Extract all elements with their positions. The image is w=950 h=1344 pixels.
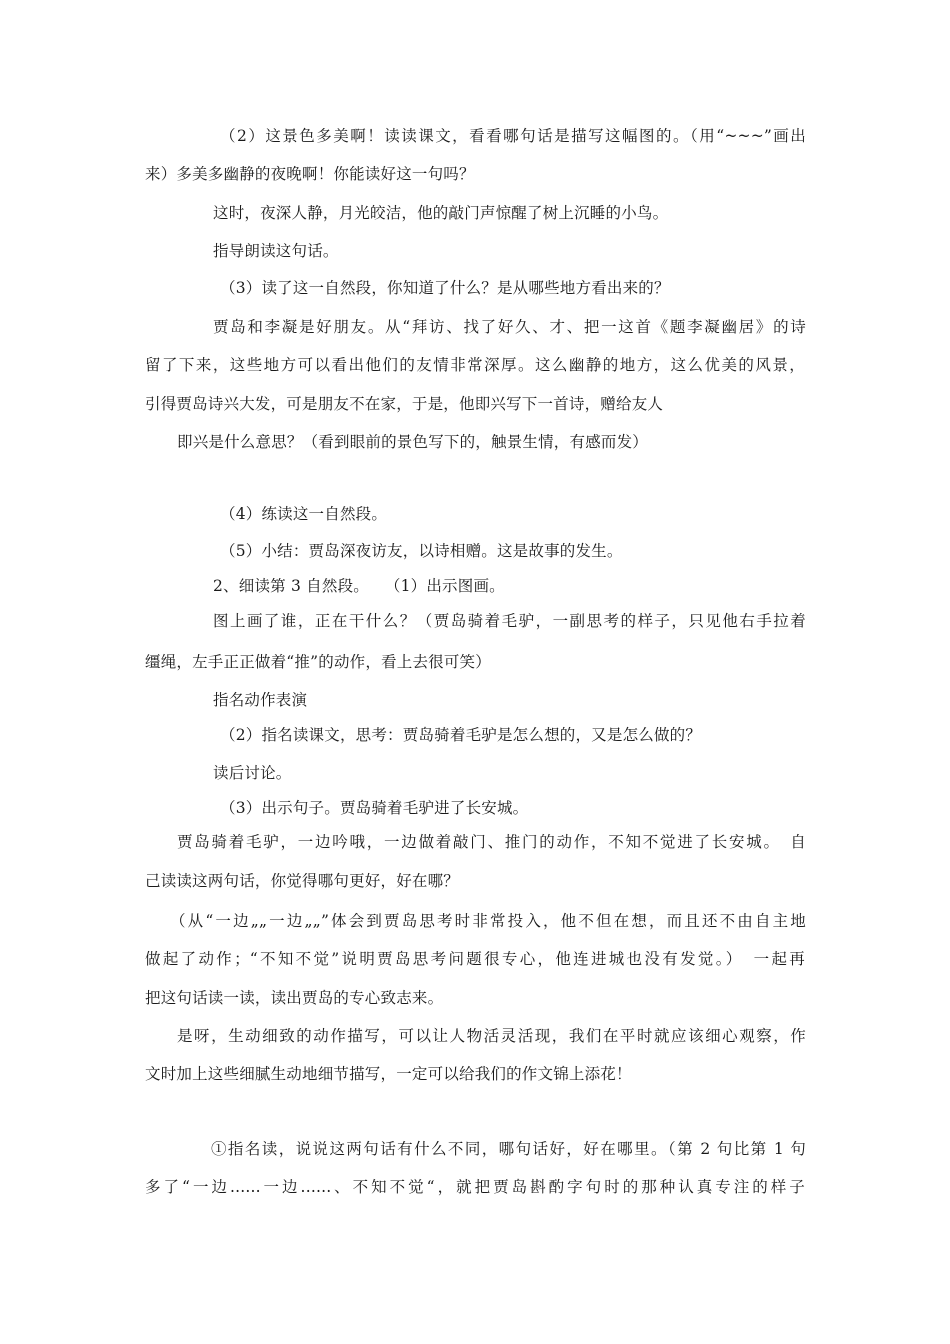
paragraph-line: （2）这景色多美啊！读读课文，看看哪句话是描写这幅图的。（用“~~~”画出 (220, 127, 806, 145)
paragraph-line: （3）读了这一自然段，你知道了什么？是从哪些地方看出来的？ (220, 279, 670, 297)
paragraph-line: 图上画了谁，正在干什么？（贾岛骑着毛驴，一副思考的样子，只见他右手拉着 (213, 612, 806, 630)
paragraph-line: 己读读这两句话，你觉得哪句更好，好在哪？ (145, 872, 460, 890)
paragraph-line: 贾岛和李凝是好朋友。从“拜访、找了好久、才、把一这首《题李凝幽居》的诗 (213, 318, 806, 336)
paragraph-line: （5）小结：贾岛深夜访友，以诗相赠。这是故事的发生。 (220, 542, 623, 560)
paragraph-line: 这时，夜深人静，月光皎洁，他的敲门声惊醒了树上沉睡的小鸟。 (213, 204, 669, 222)
paragraph-line: 贾岛骑着毛驴，一边吟哦，一边做着敲门、推门的动作，不知不觉进了长安城。 自 (177, 833, 806, 851)
paragraph-line: 做起了动作；“不知不觉”说明贾岛思考问题很专心，他连进城也没有发觉。） 一起再 (145, 950, 805, 968)
paragraph-line: 文时加上这些细腻生动地细节描写，一定可以给我们的作文锦上添花！ (145, 1065, 632, 1083)
paragraph-line: 多了“一边......一边......、不知不觉“，就把贾岛斟酌字句时的那种认真专注的样子 (145, 1178, 805, 1196)
paragraph-line: （4）练读这一自然段。 (220, 505, 388, 523)
paragraph-line: 是呀，生动细致的动作描写，可以让人物活灵活现，我们在平时就应该细心观察，作 (177, 1027, 806, 1045)
paragraph-line: 读后讨论。 (213, 764, 292, 782)
paragraph-line: 留了下来，这些地方可以看出他们的友情非常深厚。这么幽静的地方，这么优美的风景， (145, 356, 805, 374)
paragraph-line: 引得贾岛诗兴大发，可是朋友不在家，于是，他即兴写下一首诗，赠给友人 (145, 395, 664, 413)
paragraph-line: （从“一边„„一边„„”体会到贾岛思考时非常投入，他不但在想，而且还不由自主地 (170, 912, 806, 930)
paragraph-line: （2）指名读课文，思考：贾岛骑着毛驴是怎么想的，又是怎么做的？ (220, 726, 702, 744)
paragraph-line: ①指名读，说说这两句话有什么不同，哪句话好，好在哪里。（第 2 句比第 1 句 (211, 1140, 806, 1158)
paragraph-line: 指名动作表演 (213, 691, 308, 709)
paragraph-line: （3）出示句子。贾岛骑着毛驴进了长安城。 (220, 799, 529, 817)
paragraph-line: 即兴是什么意思？（看到眼前的景色写下的，触景生情，有感而发） (177, 433, 649, 451)
paragraph-line: 缰绳，左手正正做着“推”的动作，看上去很可笑） (145, 653, 491, 671)
paragraph-line: 来）多美多幽静的夜晚啊！你能读好这一句吗？ (145, 165, 475, 183)
paragraph-line: 把这句话读一读，读出贾岛的专心致志来。 (145, 989, 444, 1007)
paragraph-line: 指导朗读这句话。 (213, 242, 339, 260)
paragraph-line: 2、细读第 3 自然段。 （1）出示图画。 (213, 577, 505, 595)
